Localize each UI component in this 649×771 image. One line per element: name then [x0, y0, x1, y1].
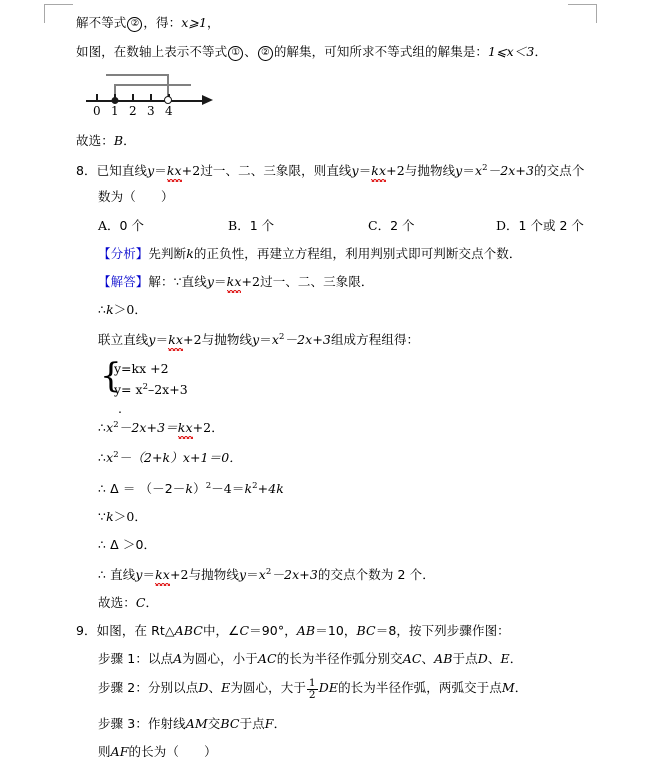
- numberline-tick-0: [96, 94, 98, 101]
- text-fragment: 、: [244, 44, 257, 59]
- text-fragment: ．: [509, 650, 523, 666]
- math-relation: ＞0．: [113, 302, 148, 318]
- fraction-numerator: 1: [308, 676, 316, 689]
- math-label-a: A: [173, 650, 183, 666]
- text-fragment: ，: [207, 15, 220, 30]
- math-expression: 1⩽x＜3: [488, 44, 535, 59]
- question9-step3: [76, 715, 586, 732]
- option-a[interactable]: [98, 216, 228, 234]
- text-fragment: 联立直线: [98, 332, 149, 348]
- system-trailing-period: .: [118, 401, 122, 417]
- system-eq2-exponent: 2: [142, 382, 148, 393]
- math-var-y: y: [148, 332, 156, 348]
- math-op: ＝: [214, 274, 227, 290]
- math-label-af: AF: [110, 743, 129, 759]
- answer-letter: C: [135, 594, 146, 610]
- math-op: ＝: [154, 163, 167, 179]
- math-var-y: y: [351, 163, 359, 179]
- question8-solution-line9: [76, 564, 586, 583]
- math-var-y: y: [238, 566, 247, 582]
- text-fragment: 与抛物线: [404, 163, 456, 179]
- option-d-label: 1 个或 2 个: [518, 218, 584, 234]
- numberline-tick-2: [132, 94, 134, 101]
- fraction-denominator: 2: [308, 688, 316, 701]
- math-var-x: x: [106, 450, 114, 466]
- question8-stem-line2: [76, 188, 586, 205]
- numberline-lower-segment: [114, 84, 191, 86]
- math-fragment: －2x+3＝: [118, 420, 178, 436]
- math-fragment: －4＝: [211, 480, 245, 496]
- text-fragment: ＝8，按下列步骤作图：: [375, 622, 510, 638]
- number-line-figure: [86, 72, 286, 120]
- left-brace: {: [100, 356, 122, 397]
- question8-analysis: [76, 245, 586, 262]
- numberline-label-1: 1: [110, 104, 119, 118]
- question8-solution-line8: [76, 536, 586, 553]
- text-fragment: 直线: [181, 274, 207, 290]
- option-a-letter: A: [98, 218, 108, 234]
- text-fragment: 中，∠: [202, 622, 240, 638]
- question8-options: [76, 216, 586, 234]
- text-fragment: ．: [123, 133, 136, 148]
- question9-step1: [76, 650, 586, 667]
- text-fragment: ＝10，: [315, 622, 357, 638]
- text-fragment: 故选：: [76, 133, 114, 148]
- math-exponent: 2: [279, 332, 285, 343]
- circled-number-2b: ②: [258, 46, 273, 61]
- math-var-k: k: [106, 302, 114, 318]
- math-relation: ＞0．: [113, 508, 148, 524]
- math-var-y: y: [147, 163, 155, 179]
- math-fragment: +4k: [257, 480, 284, 496]
- math-label-m: M: [501, 679, 515, 695]
- option-c-letter: C: [368, 218, 378, 234]
- math-label-f: F: [264, 715, 274, 731]
- math-fragment: －2x+3: [271, 566, 318, 582]
- text-fragment: ∴ 直线: [98, 566, 136, 582]
- question8-stem-line1: [76, 160, 586, 179]
- text-fragment: 分别以点: [147, 679, 199, 695]
- text-fragment: ∴: [98, 450, 107, 466]
- numberline-label-0: 0: [92, 104, 101, 118]
- text-fragment: ∴: [98, 302, 107, 318]
- math-var-y: y: [135, 566, 143, 582]
- fraction-one-half: [307, 678, 318, 701]
- text-fragment: 、: [208, 679, 222, 695]
- answer-letter: B: [113, 133, 124, 148]
- option-b[interactable]: [228, 216, 368, 234]
- text-fragment: 的长为半径作弧，两弧交于点: [338, 679, 502, 695]
- math-fragment: +2: [181, 163, 201, 179]
- math-term-kx: kx: [226, 274, 242, 290]
- math-label-bc: BC: [220, 715, 240, 731]
- option-c[interactable]: [368, 216, 496, 234]
- math-fragment: －（2+k）x+1＝0．: [118, 450, 242, 466]
- text-fragment: ．: [145, 594, 159, 610]
- math-exponent: 2: [113, 450, 119, 461]
- math-op: ＝: [155, 332, 169, 348]
- text-fragment: ∴ Δ ＞0．: [98, 536, 157, 552]
- math-op: ＝: [462, 163, 475, 179]
- text-fragment: 于点: [452, 650, 478, 666]
- text-fragment: 、: [421, 650, 435, 666]
- text-fragment: 的长为半径作弧分别交: [276, 650, 403, 666]
- numberline-filled-dot: [111, 97, 118, 104]
- solution-tag: 【解答】: [98, 274, 149, 290]
- numberline-tick-3: [150, 94, 152, 101]
- math-fragment: ）: [193, 480, 206, 496]
- text-fragment: 数为（ ）: [98, 189, 174, 205]
- math-var-y: y: [455, 163, 463, 179]
- text-fragment: 解：∵: [148, 274, 182, 290]
- circled-number-1: ①: [228, 46, 243, 61]
- math-exponent: 2: [205, 480, 212, 491]
- system-eq2-tail: –2x+3: [147, 382, 188, 398]
- text-fragment: 的长为（ ）: [128, 743, 217, 759]
- system-equation-1: y=kx +2: [114, 361, 169, 377]
- text-fragment: 为圆心，大于: [230, 679, 306, 695]
- math-var-x: x: [258, 566, 266, 582]
- question8-solution-line6: [76, 478, 586, 497]
- math-fragment: +2: [183, 332, 202, 348]
- math-var-y: y: [252, 332, 260, 348]
- system-eq2-prefix: y= x: [114, 382, 143, 398]
- text-fragment: 、: [487, 650, 501, 666]
- option-c-label: 2 个: [390, 218, 415, 234]
- option-b-letter: B: [228, 218, 238, 234]
- math-var-y: y: [206, 274, 215, 290]
- text-fragment: 组成方程组得：: [330, 332, 420, 348]
- prev-solution-line-2: [76, 43, 586, 61]
- math-label-ac: AC: [257, 650, 277, 666]
- question8-solution-line2: [76, 301, 586, 318]
- math-exponent: 2: [482, 163, 488, 173]
- math-fragment: +2: [241, 274, 261, 290]
- math-var-k: k: [185, 480, 194, 496]
- text-fragment: ，得：: [143, 15, 182, 30]
- math-fragment: －2x+3: [284, 332, 331, 348]
- math-label-ab: AB: [296, 622, 316, 638]
- math-label-d: D: [477, 650, 488, 666]
- math-exponent: 2: [113, 420, 119, 431]
- math-label-e: E: [500, 650, 510, 666]
- text-fragment: 为圆心，小于: [182, 650, 258, 666]
- math-exponent: 2: [252, 480, 258, 491]
- option-b-label: 1 个: [249, 218, 275, 234]
- math-label-ab: AB: [434, 650, 453, 666]
- text-fragment: ＝90°，: [249, 622, 297, 638]
- prev-solution-line-1: [76, 14, 586, 32]
- question8-equation-system: [76, 356, 586, 417]
- math-var-x: x: [271, 332, 279, 348]
- step3-label: 步骤 3：: [98, 715, 148, 731]
- text-fragment: 与抛物线: [188, 566, 239, 582]
- circled-number-2: ②: [127, 17, 142, 32]
- math-fragment: +2．: [192, 420, 224, 436]
- option-b-dot: ．: [237, 218, 250, 234]
- math-exponent: 2: [265, 566, 272, 577]
- text-fragment: 故选：: [98, 594, 136, 610]
- math-term-kx: kx: [166, 163, 182, 179]
- text-fragment: 的正负性，再建立方程组，利用判别式即可判断交点个数．: [193, 246, 522, 262]
- text-fragment: 作射线: [147, 715, 186, 731]
- question8-solution-line1: [76, 273, 586, 290]
- analysis-tag: 【分析】: [98, 246, 149, 262]
- math-label-de: DE: [318, 679, 339, 695]
- text-fragment: 于点: [239, 715, 265, 731]
- text-fragment: ．: [514, 679, 528, 695]
- text-fragment: 如图，在 Rt△: [96, 622, 175, 638]
- math-label-am: AM: [185, 715, 208, 731]
- numberline-arrowhead: [202, 95, 213, 105]
- text-fragment: 已知直线: [96, 163, 148, 179]
- math-fragment: +2: [169, 566, 189, 582]
- option-a-text: ．: [107, 218, 120, 234]
- crop-mark-top-left: [44, 4, 73, 23]
- math-label-abc: ABC: [174, 622, 203, 638]
- text-fragment: 与抛物线: [201, 332, 253, 348]
- option-d-dot: ．: [506, 218, 519, 234]
- text-fragment: 过一、二、三象限．: [260, 274, 374, 290]
- option-a-label: 0 个: [119, 218, 144, 234]
- math-term-kx: kx: [168, 332, 184, 348]
- question9-number: 9．: [76, 622, 97, 638]
- question8-solution-line7: [76, 508, 586, 525]
- math-var-k: k: [106, 508, 114, 524]
- option-d[interactable]: [496, 216, 584, 234]
- math-op: ＝: [246, 566, 259, 582]
- text-fragment: ．: [534, 44, 548, 59]
- equation-system: [100, 356, 188, 420]
- question8-solution-line5: [76, 447, 586, 466]
- text-fragment: 则: [98, 743, 111, 759]
- system-equation-2: [114, 378, 188, 399]
- math-term-kx: kx: [177, 420, 193, 436]
- text-fragment: ∴: [98, 420, 107, 436]
- text-fragment: 如图，在数轴上表示不等式: [76, 44, 228, 59]
- question8-final-answer: [76, 594, 586, 611]
- text-fragment: 交: [207, 715, 221, 731]
- math-var-k: k: [244, 480, 253, 496]
- math-var-x: x: [106, 420, 114, 436]
- text-fragment: 先判断: [148, 246, 187, 262]
- text-fragment: 解不等式: [76, 15, 127, 30]
- math-op: ＝: [142, 566, 156, 582]
- numberline-upper-segment: [106, 74, 169, 76]
- step2-label: 步骤 2：: [98, 679, 148, 695]
- math-fragment: +2: [386, 163, 405, 179]
- text-fragment: ∵: [98, 508, 107, 524]
- text-fragment: 过一、二、三象限，则直线: [200, 163, 352, 179]
- math-expression: x⩾1: [181, 15, 207, 30]
- numberline-open-dot: [164, 96, 172, 104]
- math-label-ac: AC: [402, 650, 422, 666]
- math-label-d: D: [198, 679, 209, 695]
- text-fragment: ．: [273, 715, 287, 731]
- question8-number: 8．: [76, 163, 97, 179]
- math-term-kx: kx: [371, 163, 387, 179]
- question9-stem: [76, 622, 586, 639]
- text-fragment: 以点: [147, 650, 174, 666]
- step1-label: 步骤 1：: [98, 650, 148, 666]
- question9-final-line: [76, 743, 586, 760]
- math-var-x: x: [474, 163, 483, 179]
- prev-final-answer: [76, 132, 586, 149]
- math-label-e: E: [221, 679, 231, 695]
- math-var-k: k: [186, 246, 194, 262]
- numberline-axis: [86, 100, 204, 102]
- text-fragment: ∴ Δ ＝ （－2－: [98, 480, 186, 496]
- option-d-letter: D: [496, 218, 507, 234]
- option-c-dot: ．: [377, 218, 391, 234]
- numberline-label-2: 2: [128, 104, 137, 118]
- math-op: ＝: [358, 163, 372, 179]
- math-term-kx: kx: [155, 566, 170, 582]
- text-fragment: 的交点个数为 2 个．: [317, 566, 435, 582]
- math-label-c: C: [239, 622, 250, 638]
- math-label-bc: BC: [356, 622, 376, 638]
- numberline-label-3: 3: [146, 104, 155, 118]
- text-fragment: 的解集，可知所求不等式组的解集是：: [273, 44, 489, 59]
- math-fragment: －2x+3: [487, 163, 535, 179]
- question8-solution-line3: [76, 329, 586, 348]
- text-fragment: 的交点个: [534, 163, 585, 179]
- page-content: [76, 14, 586, 771]
- math-op: ＝: [259, 332, 272, 348]
- question9-step2: [76, 678, 586, 701]
- numberline-label-4: 4: [164, 104, 173, 118]
